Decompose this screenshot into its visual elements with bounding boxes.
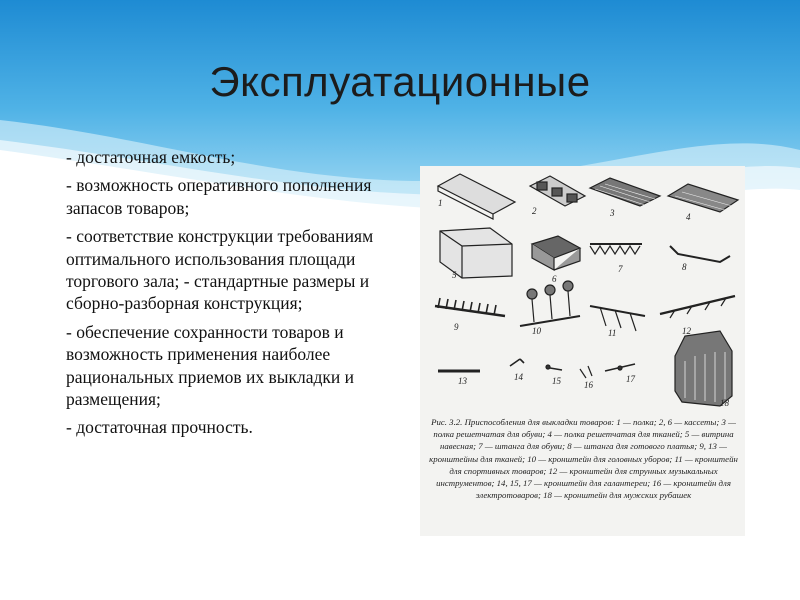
fixture-label-10: 10 bbox=[532, 326, 541, 336]
bullet-item-design: - соответствие конструкции требованиям оптимального использования площади торгового зала; - стандартные размеры и сборно-разборная конструкция; bbox=[66, 226, 374, 314]
fixture-label-17: 17 bbox=[626, 374, 635, 384]
fixture-label-4: 4 bbox=[686, 212, 691, 222]
fixture-label-7: 7 bbox=[618, 264, 623, 274]
fixture-label-6: 6 bbox=[552, 274, 557, 284]
fixture-label-15: 15 bbox=[552, 376, 561, 386]
bullet-item-restocking: - возможность оперативного пополнения запасов товаров; bbox=[66, 175, 372, 218]
bullet-list bbox=[66, 146, 386, 445]
fixture-label-13: 13 bbox=[458, 376, 467, 386]
fixture-label-14: 14 bbox=[514, 372, 523, 382]
bullet-item-safety: - обеспечение сохранности товаров и возможность применения наиболее рациональных приемов их выкладки и размещения; bbox=[66, 321, 354, 410]
bullet-item-capacity: - достаточная емкость; bbox=[66, 147, 236, 167]
fixtures-illustration bbox=[420, 166, 745, 416]
fixture-label-8: 8 bbox=[682, 262, 687, 272]
figure-caption: Рис. 3.2. Приспособления для выкладки товаров: 1 — полка; 2, 6 — кассеты; 3 — полка решетчатая для обуви; 4 — полка решетчатая для тканей; 5 — витрина навесная; 7 — штанга для обуви; 8 — штанга для готового платья; 9, 13 — кронштейны для тканей; 10 — кронштейн для головных уборов; 11 — кронштейн для спортивных товаров; 12 — кронштейн для струнных музыкальных инструментов; 14, 15, 17 — кронштейн для галантереи; 16 — кронштейн для электротоваров; 18 — кронштейн для мужских рубашек bbox=[429, 417, 738, 501]
fixture-label-3: 3 bbox=[610, 208, 615, 218]
fixture-label-12: 12 bbox=[682, 326, 691, 336]
fixture-label-11: 11 bbox=[608, 328, 617, 338]
slide-title: Эксплуатационные bbox=[209, 58, 591, 105]
fixture-label-9: 9 bbox=[454, 322, 459, 332]
bullet-item-strength: - достаточная прочность. bbox=[66, 417, 253, 438]
fixture-label-5: 5 bbox=[452, 270, 457, 280]
fixture-label-1: 1 bbox=[438, 198, 443, 208]
fixture-label-2: 2 bbox=[532, 206, 537, 216]
fixture-label-18: 18 bbox=[720, 398, 729, 408]
display-fixtures-figure bbox=[420, 166, 745, 536]
fixture-label-16: 16 bbox=[584, 380, 593, 390]
